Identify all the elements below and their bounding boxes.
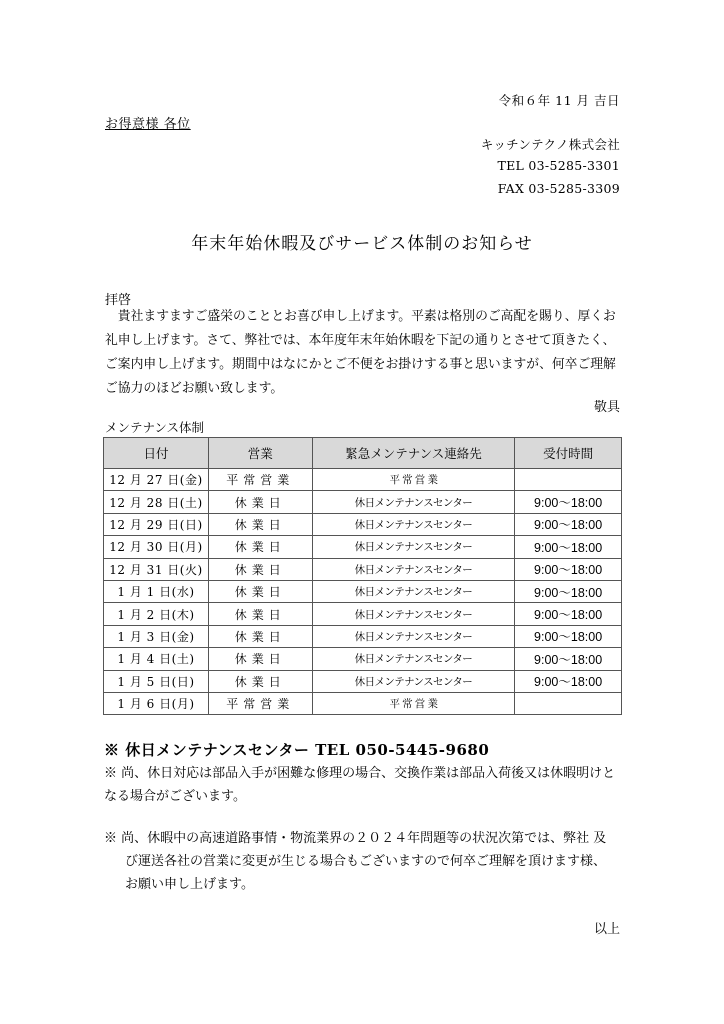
closing: 敬具 [593,400,620,415]
table-row [104,513,622,535]
table-row [104,625,622,647]
row-date: 12 月 29 日(日) [104,513,209,535]
row-reception-hours: 9:00～18:00 [515,491,622,513]
row-emergency-contact: 平 常 営 業 [312,692,515,714]
row-business-status: 休業日 [208,603,312,625]
table-row [104,469,622,491]
issue-date: 令和６年 11 月 吉日 [498,93,620,108]
row-date: 1 月 6 日(月) [104,692,209,714]
note-logistics-line3: お願い申し上げます。 [125,877,254,892]
row-date: 1 月 2 日(木) [104,603,209,625]
row-emergency-contact: 休日メンテナンスセンター [312,536,515,558]
row-business-status: 平常営業 [208,469,312,491]
row-reception-hours [515,469,622,491]
note-logistics [104,827,624,896]
table-row [104,648,622,670]
maintenance-center-phone: ※ 休日メンテナンスセンター TEL 050-5445-9680 [104,741,490,759]
row-emergency-contact: 休日メンテナンスセンター [312,648,515,670]
row-reception-hours: 9:00～18:00 [515,580,622,602]
row-emergency-contact: 休日メンテナンスセンター [312,558,515,580]
table-row [104,558,622,580]
row-date: 12 月 28 日(土) [104,491,209,513]
row-reception-hours: 9:00～18:00 [515,625,622,647]
header-reception-hours: 受付時間 [515,438,622,469]
row-date: 1 月 4 日(土) [104,648,209,670]
row-emergency-contact: 休日メンテナンスセンター [312,670,515,692]
letter-body: 貴社ますますご盛栄のこととお喜び申し上げます。平素は格別のご高配を賜り、厚くお礼申し上げます。さて、弊社では、本年度年末年始休暇を下記の通りとさせて頂きたく、ご案内申し上げます。期間中はなにかとご不便をお掛けする事と思いますが、何卒ご理解ご協力のほどお願い致します。 [105,309,616,396]
maintenance-schedule-table [103,437,622,715]
table-row [104,580,622,602]
row-date: 1 月 5 日(日) [104,670,209,692]
table-row [104,670,622,692]
row-emergency-contact: 休日メンテナンスセンター [312,580,515,602]
table-header-row [104,438,622,469]
company-tel: TEL 03-5285-3301 [497,158,620,173]
row-business-status: 休業日 [208,648,312,670]
row-business-status: 休業日 [208,536,312,558]
row-emergency-contact: 休日メンテナンスセンター [312,491,515,513]
company-fax: FAX 03-5285-3309 [497,181,620,196]
row-date: 12 月 31 日(火) [104,558,209,580]
row-reception-hours [515,692,622,714]
row-reception-hours: 9:00～18:00 [515,603,622,625]
greeting: 拝啓 [105,293,132,308]
row-date: 1 月 1 日(水) [104,580,209,602]
row-emergency-contact: 休日メンテナンスセンター [312,603,515,625]
header-date: 日付 [104,438,209,469]
note-logistics-line1: ※ 尚、休暇中の高速道路事情・物流業界の２０２４年問題等の状況次第では、弊社 及 [104,831,607,846]
end-mark: 以上 [593,922,620,937]
row-date: 1 月 3 日(金) [104,625,209,647]
header-business: 営業 [208,438,312,469]
row-reception-hours: 9:00～18:00 [515,558,622,580]
table-row [104,692,622,714]
row-date: 12 月 30 日(月) [104,536,209,558]
row-business-status: 休業日 [208,491,312,513]
addressee: お得意様 各位 [105,117,191,132]
row-reception-hours: 9:00～18:00 [515,513,622,535]
row-business-status: 休業日 [208,670,312,692]
row-emergency-contact: 休日メンテナンスセンター [312,513,515,535]
row-emergency-contact: 休日メンテナンスセンター [312,625,515,647]
company-name: キッチンテクノ株式会社 [480,137,620,152]
table-row [104,536,622,558]
row-emergency-contact: 平 常 営 業 [312,469,515,491]
row-business-status: 休業日 [208,625,312,647]
document-title: 年末年始休暇及びサービス体制のお知らせ [191,234,533,254]
row-business-status: 平常営業 [208,692,312,714]
note-logistics-line2: び運送各社の営業に変更が生じる場合もございますので何卒ご理解を頂けます様、 [125,854,607,869]
header-emergency-contact: 緊急メンテナンス連絡先 [312,438,515,469]
row-business-status: 休業日 [208,513,312,535]
table-row [104,603,622,625]
note-holiday-parts: ※ 尚、休日対応は部品入手が困難な修理の場合、交換作業は部品入荷後又は休暇明けとなる場合がございます。 [104,766,616,804]
row-business-status: 休業日 [208,558,312,580]
row-reception-hours: 9:00～18:00 [515,670,622,692]
row-date: 12 月 27 日(金) [104,469,209,491]
table-row [104,491,622,513]
table-label: メンテナンス体制 [105,420,205,435]
row-business-status: 休業日 [208,580,312,602]
row-reception-hours: 9:00～18:00 [515,536,622,558]
row-reception-hours: 9:00～18:00 [515,648,622,670]
